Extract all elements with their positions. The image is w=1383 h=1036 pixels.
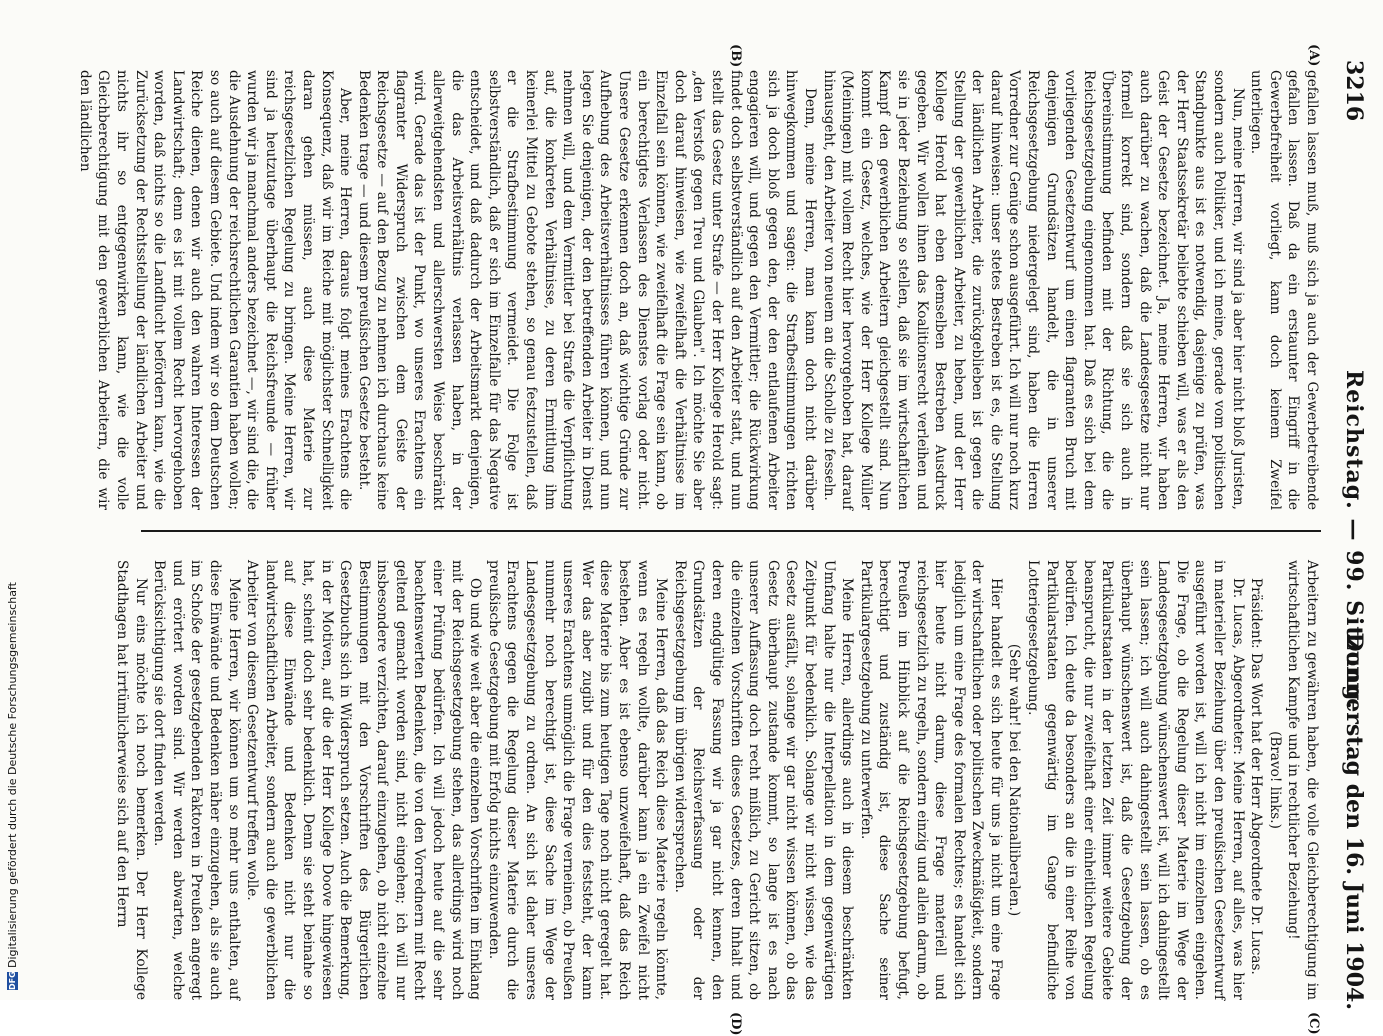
digitization-credit [6,570,19,990]
dfg-logo-icon: DFG [8,971,17,990]
credit-text: Digitalisierung gefördert durch die Deutsche Forschungsgemeinschaft [6,582,19,968]
interjection: (Sehr wahr! bei den Nationalliberalen.) [1006,643,1023,917]
interjection: (Bravo! links.) [1266,731,1283,829]
speaker-paragraph: Präsident: Das Wort hat der Herr Abgeordnete Dr. Lucas. [1248,578,1265,975]
paragraph: Meine Herren, daß das Reich diese Materie regeln könnte, wenn es regeln wollte, darüber kann ja ein Zweifel nicht bestehen. Aber es ist ebenso unzweifelhaft, daß das Reich diese Materie bis zum heutigen Tage noch nicht geregelt hat. Wer das aber zugibt und für den dies feststeht, der kann unseres Erachtens unmöglich die Frage verneinen, ob Preußen nunmehr noch berechtigt ist, diese Sache im Wege der Landesgesetzgebung zu ordnen. An sich ist daher unseres Erachtens gegen die Regelung dieser Materie durch die preußische Gesetzgebung mit Erfolg nichts einzuwenden. [485,560,670,1000]
margin-marker-d: (D) [728,1012,743,1036]
margin-marker-c: (C) [1306,1012,1321,1035]
page-title: Reichstag. — 99. Sitzung. [1341,369,1367,711]
session-date: Donnerstag den 16. Juni 1904. [1341,632,1367,1010]
paragraph: Nun, meine Herren, wir sind ja aber hier nicht bloß Juristen, sondern auch Politiker, und ich meine, gerade vom politischen Standpunkte aus ist es notwendig, dasjenige zu prüfen, was der Herr Staatssekretär beliebte schieben will, was er als den Geist der Gesetze bezeichnet. Ja, meine Herren, wir haben auch darüber zu wachen, daß die Landesgesetze nicht nur formell korrekt sind, sondern daß sie sich auch in Übereinstimmung befinden mit der Richtung, die die Reichsgesetzgebung eingenommen hat. Daß es sich bei dem vorliegenden Gesetzentwurf um einen flagranten Bruch mit denjenigen Grundsätzen handelt, die in unserer Reichsgesetzgebung niedergelegt sind, haben die Herren Vorredner zur Genüge schon ausgeführt. Ich will nur noch kurz darauf hinweisen: unser stetes Bestreben ist es, die Stellung der ländlichen Arbeiter, die zurückgeblieben ist gegen die Stellung der gewerblichen Arbeiter, zu heben, und der Herr Kollege Herold hat eben demselben Bestreben Ausdruck gegeben. Wir wollen ihnen das Koalitionsrecht verleihen und sie in jeder Beziehung so stellen, daß sie im wirtschaftlichen Kampf den gewerblichen Arbeitern gleichgestellt sind. Nun kommt ein Gesetz, welches, wie der Herr Kollege Müller (Meiningen) mit vollem Recht hier hervorgehoben hat, darauf hinausgeht, den Arbeiter von neuem an die Scholle zu fesseln. [820,70,1246,510]
margin-marker-a: (A) [1306,44,1321,67]
speaker-paragraph: Dr. Lucas, Abgeordneter: Meine Herren, auf alles, was hier in materieller Beziehung über den preußischen Gesetzentwurf ausgeführt worden ist, will ich nicht im einzelnen eingehen. Die Frage, ob die Regelung dieser Materie im Wege der Landesgesetzgebung wünschenswert ist, will ich dahingestellt sein lassen; ich will auch dahingestellt sein lassen, ob es überhaupt wünschenswert ist, daß die Gesetzgebung der Partikularstaaten in der letzten Zeit immer weitere Gebiete beansprucht, die nur zweifelhaft einer einheitlichen Regelung bedürfen. Ich deute da besonders an die in einer Reihe von Partikularstaaten gegenwärtig im Gange befindliche Lotteriegesetzgebung. [1025,560,1246,1000]
paragraph: Meine Herren, wir können um so mehr uns enthalten, auf diese Einwände und Bedenken näher einzugehen, als sie auch im Schoße der gesetzgebenden Faktoren in Preußen angeregt und erörtert worden sind. Wir werden abwarten, welche Berücksichtigung sie dort finden werden. [151,560,242,1000]
paragraph: Denn, meine Herren, man kann doch nicht darüber hinwegkommen und sagen: die Strafbestimmungen richten sich ja doch bloß gegen den, der den entlaufenen Arbeiter engagieren will, und gegen den Vermittler; die Rückwirkung findet doch selbstverständlich auf den Arbeiter statt, und nun stellt das Gesetz unter Strafe — der Herr Kollege Herold sagt: „den Verstoß gegen Treu und Glauben". Ich möchte Sie aber doch darauf hinweisen, wie zweifelhaft die Verhältnisse im Einzelfall sein können, wie zweifelhaft die Frage sein kann, ob ein berechtigtes Verlassen des Dienstes vorlag oder nicht. Unsere Gesetze erkennen doch an, daß wichtige Gründe zur Aufhebung des Arbeitsverhältnisses führen können, und nun legen Sie denjenigen, der den betreffenden Arbeiter in Dienst nehmen will, und dem Vermittler bei Strafe die Verpflichtung auf, die konkreten Verhältnisse, zu deren Ermittlung ihm keinerlei Mittel zu Gebote stehen, so genau festzustellen, daß er die Strafbestimmung vermeidet. Die Folge ist selbstverständlich, daß er sich im Einzelfalle für das Negative entscheidet, und daß dadurch der Arbeitsmarkt denjenigen, die das Arbeitsverhältnis verlassen haben, in der allerweitgehendsten und allerschwersten Weise beschränkt wird. Gerade das ist der Punkt, wo unseres Erachtens ein flagranter Widerspruch zwischen dem Geiste der Reichsgesetze — auf den Bezug zu nehmen ich durchaus keine Bedenken trage — und diesem preußischen Gesetze besteht. [355,70,818,510]
paragraph: Ob und wie weit aber die einzelnen Vorschriften im Einklang mit der Reichsgesetzgebung stehen, das allerdings wird noch einer Prüfung bedürfen. Ich will jedoch heute auf die sehr beachtenswerten Bedenken, die von den Vorrednern mit Recht geltend gemacht worden sind, nicht eingehen; ich will nur insbesondere verzichten, darauf einzugehen, ob nicht einzelne Bestimmungen mit den Vorschriften des Bürgerlichen Gesetzbuchs sich in Widerspruch setzen. Auch die Bemerkung, in der Motiven, auf die der Herr Kollege Doove hingewiesen hat, scheint doch sehr bedenklich. Denn sie steht beinahe so auf diese Einwände und Bedenken nicht nur die landwirtschaftlichen Arbeiter, sondern auch die gewerblichen Arbeiter von diesem Gesetzentwurf treffen wolle. [244,560,484,1000]
paragraph: Arbeitern zu gewähren haben, die volle Gleichberechtigung im wirtschaftlichen Kampfe und in rechtlicher Beziehung! [1285,560,1320,1000]
paragraph: Aber, meine Herren, daraus folgt meines Erachtens die Konsequenz, daß wir im Reiche mit möglichster Schnelligkeit daran gehen müssen, auch diese Materie zur reichsgesetzlichen Regelung zu bringen. Meine Herren, wir sind ja heutzutage überhaupt die Reichsfreunde — früher wurden wir ja manchmal anders bezeichnet —, wir sind die, die die Ausdehnung der reichsrechtlichen Garantien haben wollen; so auch auf diesem Gebiete. Und indem wir so dem Deutschen Reiche dienen, denen wir auch den wahren Interessen der Landwirtschaft; denn es ist mit vollem Recht hervorgehoben worden, daß nichts so die Landflucht befördern kann, wie die Zurücksetzung der Rechtsstellung der ländlichen Arbeiter und nichts ihr so entgegenwirken kann, wie die volle Gleichberechtigung mit den gewerblichen Arbeitern, die wir den ländlichen [76,70,354,510]
paragraph: gefallen lassen muß, muß sich ja auch der Gewerbetreibende gefallen lassen. Daß da ein erstaunter Eingriff in die Gewerbefreiheit vorliegt, kann doch keinem Zweifel unterliegen. [1248,70,1320,510]
text-column-right [114,560,1321,1000]
page-header [1333,60,1373,1010]
text-column-left [76,70,1321,510]
margin-marker-b: (B) [728,44,743,68]
newspaper-page [76,40,1383,1036]
column-divider [141,530,1321,532]
paragraph: Nur eins möchte ich noch bemerken. Der Herr Kollege Stadthagen hat irrtümlicherweise sich auf den Herrn [114,560,149,1000]
paragraph: Meine Herren, allerdings auch in diesem beschränkten Umfang halte nur die Interpellation in dem gegenwärtigen Zeitpunkt für bedenklich. Solange wir nicht wissen, wie das Gesetz ausfällt, solange wir gar nicht wissen können, ob das Gesetz überhaupt zustande kommt, so lange ist es nach unserer Auffassung doch recht mißlich, zu Gericht sitzen, ob die einzelnen Vorschriften dieses Gesetzes, deren Inhalt und deren endgültige Fassung wir ja gar nicht kennen, den Grundsätzen der Reichsverfassung oder der Reichsgesetzgebung im übrigen widersprechen. [671,560,856,1000]
page-number: 3216 [1341,60,1367,122]
paragraph: Hier handelt es sich heute für uns ja nicht um eine Frage der wirtschaftlichen oder politischen Zweckmäßigkeit, sondern lediglich um eine Frage des formalen Rechtes; es handelt sich hier heute nicht darum, diese Frage materiell und reichsgesetzlich zu regeln, sondern einzig und allein darum, ob Preußen im Hinblick auf die Reichsgesetzgebung befugt, berechtigt und zuständig ist, diese Sache seiner Partikulargesetzgebung zu unterwerfen. [857,560,1004,1000]
